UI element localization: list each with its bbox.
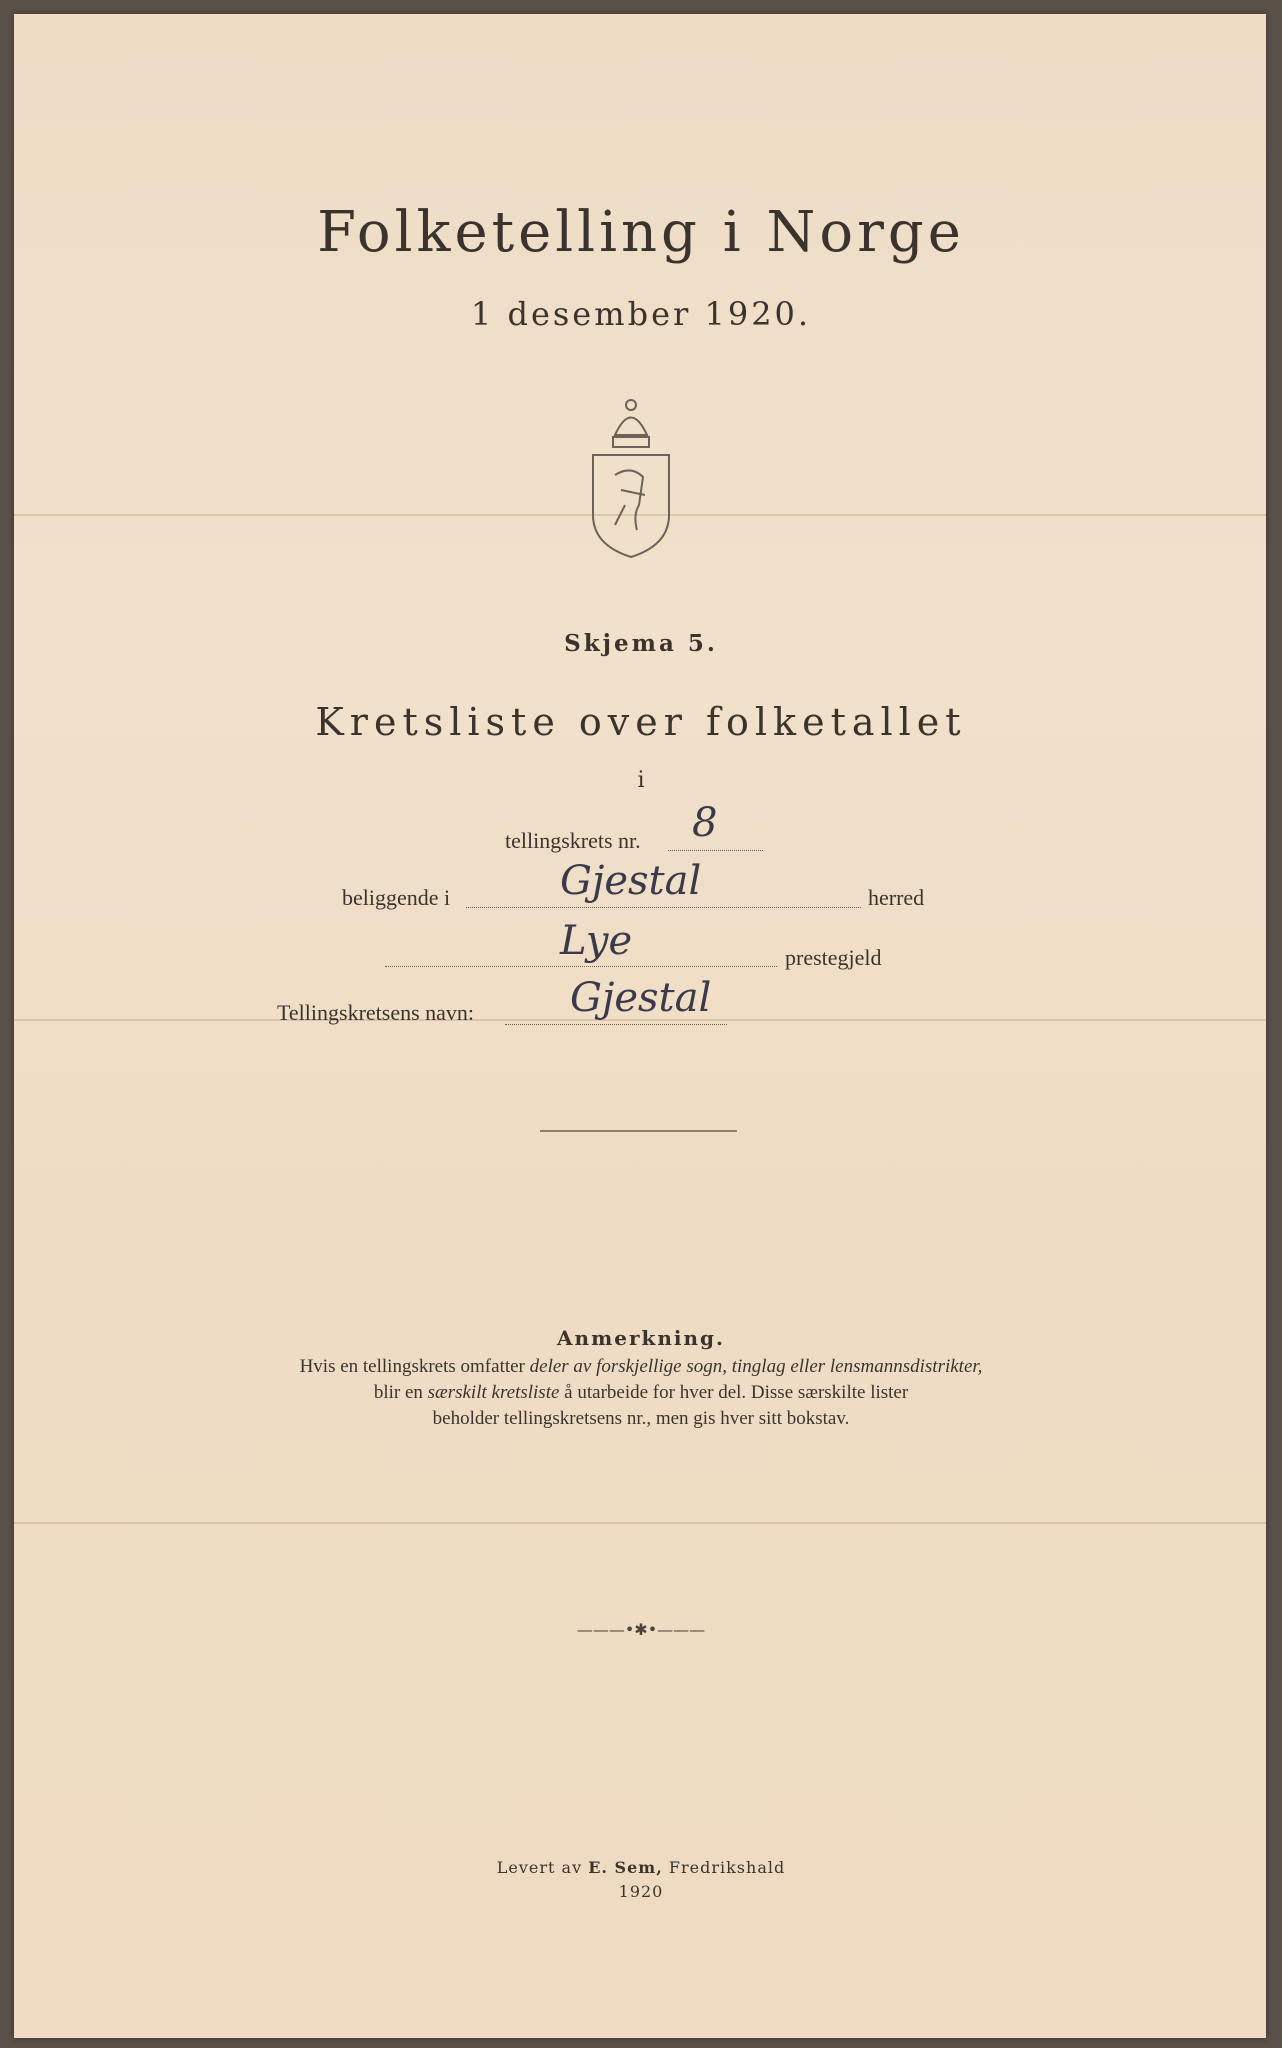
printer-name: E. Sem, [588, 1858, 663, 1877]
note-line-3: beholder tellingskretsens nr., men gis hver sitt bokstav. [432, 1408, 850, 1429]
printer-prefix: Levert av [496, 1858, 589, 1877]
document-title: Folketelling i Norge [317, 200, 965, 265]
note-line-2 [0, 1380, 1282, 1406]
note-text: blir en [373, 1382, 428, 1403]
note-text: å utarbeide for hver del. Disse særskilte lister [559, 1382, 909, 1403]
i-word: i [637, 768, 645, 793]
navn-label: Tellingskretsens navn: [277, 1000, 475, 1025]
schema-label: Skjema 5. [564, 630, 718, 657]
krets-line [668, 850, 763, 851]
divider-rule [540, 1130, 737, 1132]
printer-year: 1920 [618, 1882, 664, 1901]
note-text: Hvis en tellingskrets omfatter [299, 1356, 530, 1377]
note-emphasis: deler av forskjellige sogn, tinglag eller lensmannsdistrikter, [529, 1356, 983, 1377]
norway-coat-of-arms-icon [585, 395, 677, 560]
krets-label: tellingskrets nr. [505, 828, 641, 853]
paper-fold [14, 1522, 1266, 1524]
note-line-1 [0, 1354, 1282, 1380]
document-date: 1 desember 1920. [470, 295, 812, 333]
prestegjeld-label: prestegjeld [785, 945, 882, 970]
ornament-divider: ———•✱•——— [576, 1620, 706, 1639]
beliggende-label: beliggende i [342, 885, 451, 910]
navn-value: Gjestal [570, 975, 712, 1021]
navn-line [505, 1024, 727, 1025]
note-heading: Anmerkning. [557, 1326, 725, 1350]
note-emphasis: særskilt kretsliste [427, 1382, 560, 1403]
beliggende-value: Gjestal [560, 858, 702, 904]
prestegjeld-value: Lye [560, 918, 633, 964]
krets-value: 8 [692, 800, 718, 846]
printer-line [0, 1858, 1282, 1877]
herred-label: herred [868, 885, 925, 910]
printer-suffix: Fredrikshald [662, 1858, 786, 1877]
form-heading: Kretsliste over folketallet [315, 700, 967, 744]
prestegjeld-line [385, 966, 777, 967]
beliggende-line [466, 907, 861, 908]
